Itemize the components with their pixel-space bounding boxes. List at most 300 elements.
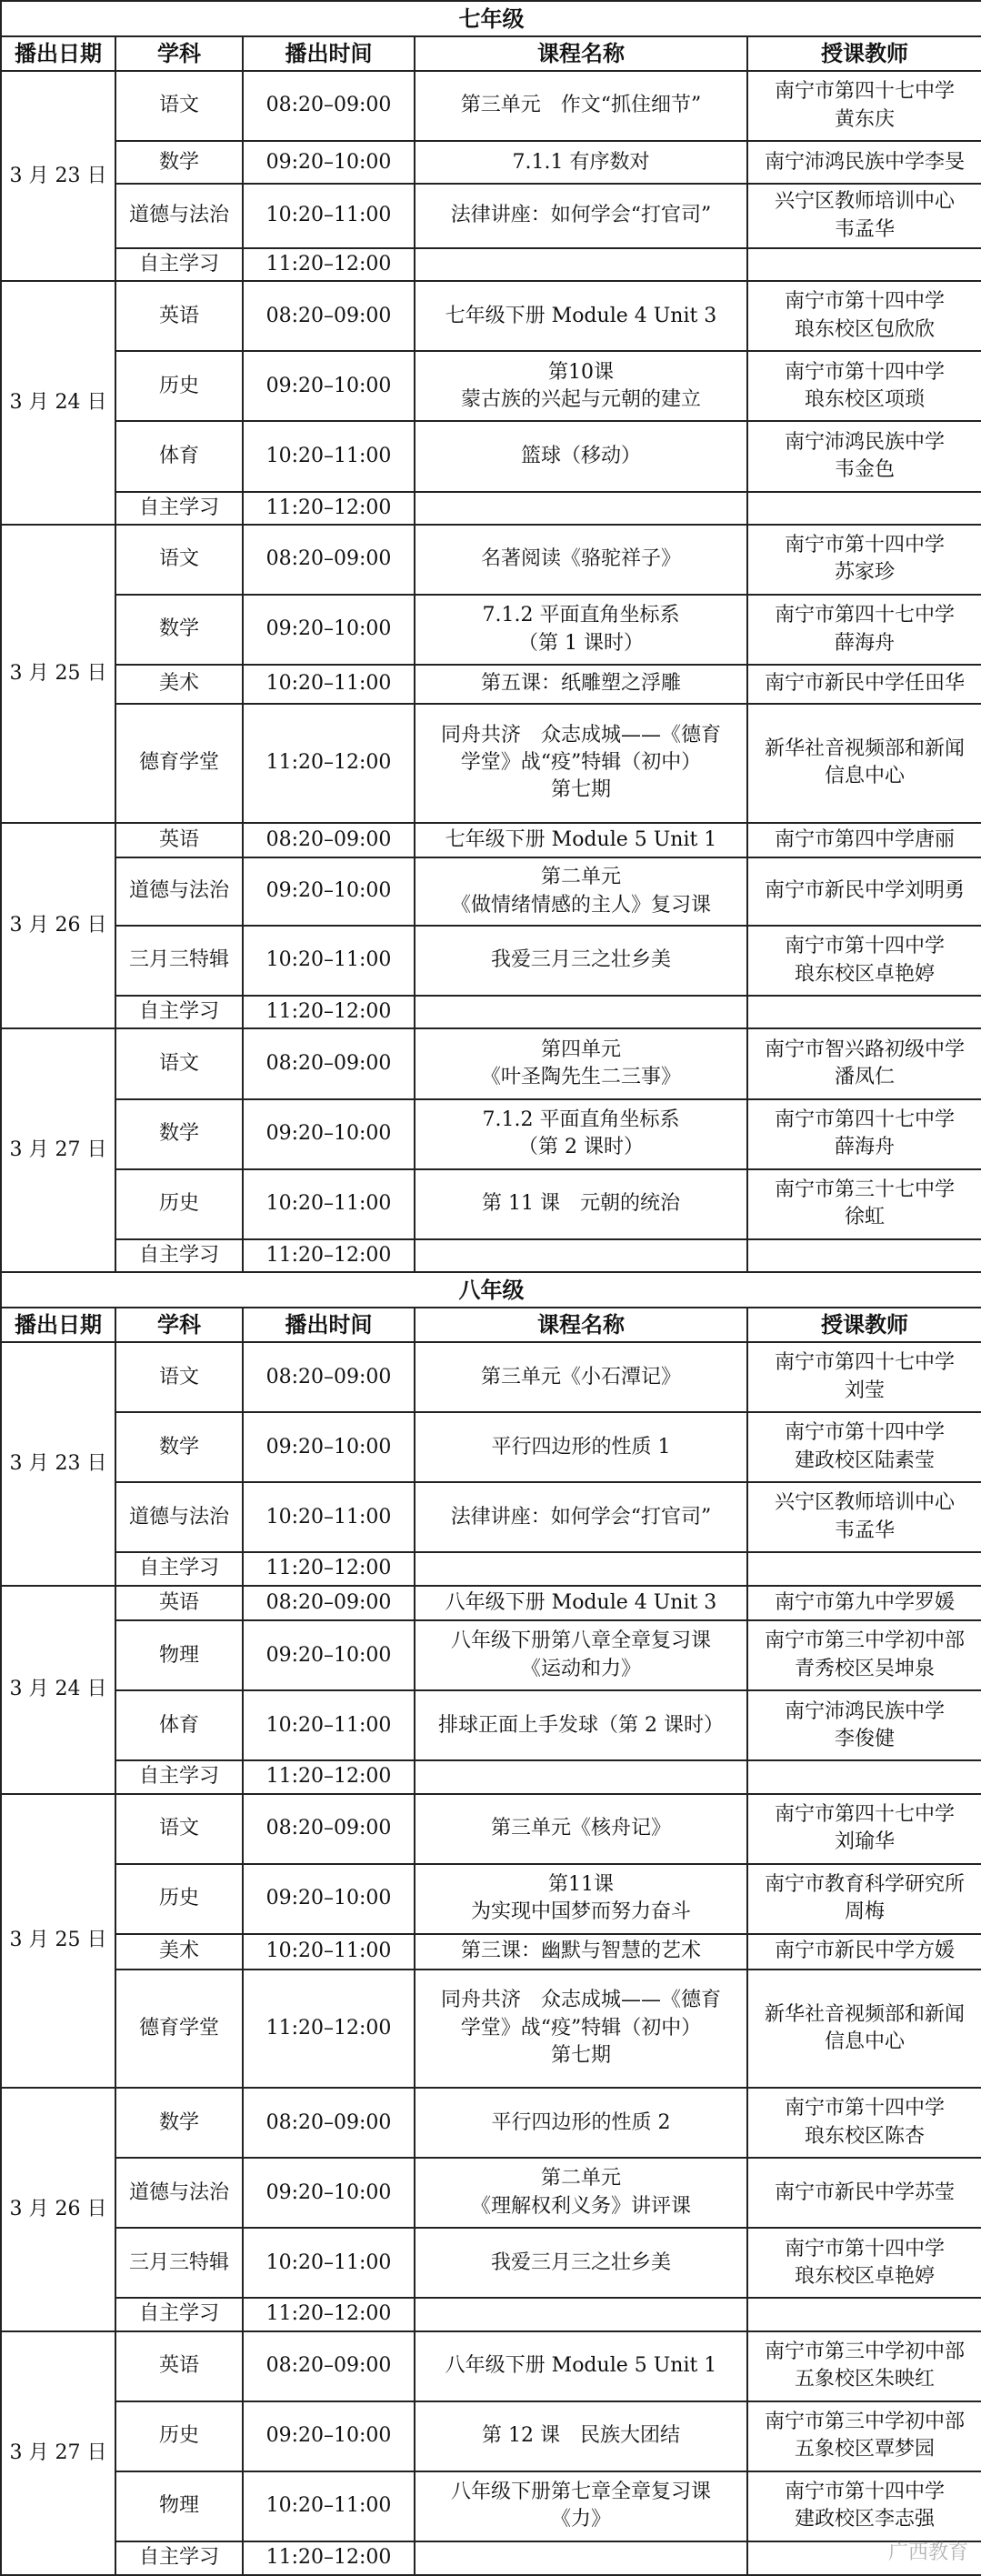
teacher-cell — [747, 1864, 981, 1934]
course-cell — [415, 351, 747, 421]
course-cell-line: 《力》 — [550, 2508, 611, 2531]
course-cell — [415, 1586, 747, 1621]
teacher-cell — [747, 857, 981, 926]
date-cell: 3 月 27 日 — [1, 2331, 115, 2575]
course-cell — [415, 823, 747, 858]
subject-cell: 英语 — [115, 281, 243, 351]
subject-cell: 自主学习 — [115, 1760, 243, 1793]
teacher-cell-line: 韦孟华 — [835, 217, 896, 241]
date-cell: 3 月 25 日 — [1, 525, 115, 823]
course-cell — [415, 2158, 747, 2228]
time-cell: 11:20–12:00 — [243, 248, 415, 281]
subject-cell: 英语 — [115, 2331, 243, 2401]
time-cell: 09:20–10:00 — [243, 141, 415, 184]
teacher-cell-line: 薛海舟 — [835, 1136, 896, 1159]
subject-cell: 德育学堂 — [115, 704, 243, 823]
subject-cell: 自主学习 — [115, 996, 243, 1028]
teacher-cell-line: 南宁市第三中学初中部 — [765, 2340, 966, 2363]
time-cell: 08:20–09:00 — [243, 71, 415, 141]
table-row — [1, 2158, 981, 2228]
course-cell-line: 平行四边形的性质 2 — [491, 2110, 671, 2134]
time-cell: 09:20–10:00 — [243, 1864, 415, 1934]
subject-cell: 德育学堂 — [115, 1970, 243, 2089]
column-header: 播出日期 — [1, 36, 115, 72]
teacher-cell — [747, 1552, 981, 1585]
teacher-cell — [747, 2298, 981, 2330]
course-cell — [415, 184, 747, 248]
teacher-cell — [747, 1169, 981, 1239]
time-cell: 08:20–09:00 — [243, 2331, 415, 2401]
teacher-cell — [747, 2331, 981, 2401]
time-cell: 08:20–09:00 — [243, 1586, 415, 1621]
table-row — [1, 2471, 981, 2541]
subject-cell: 自主学习 — [115, 492, 243, 525]
teacher-cell-line: 青秀校区吴坤泉 — [795, 1657, 936, 1680]
course-cell-line: 《理解权利义务》讲评课 — [470, 2194, 691, 2218]
teacher-cell-line: 南宁市第四十七中学 — [775, 80, 956, 104]
teacher-cell-line: 琅东校区包欣欣 — [795, 317, 936, 341]
table-row — [1, 2298, 981, 2330]
table-row — [1, 1482, 981, 1552]
teacher-cell-line: 薛海舟 — [835, 631, 896, 655]
course-cell-line: 我爱三月三之壮乡美 — [490, 2250, 671, 2274]
teacher-cell-line: 琅东校区卓艳婷 — [795, 2264, 936, 2288]
column-header: 课程名称 — [415, 1308, 747, 1343]
subject-cell: 自主学习 — [115, 1552, 243, 1585]
time-cell: 09:20–10:00 — [243, 1620, 415, 1690]
column-header: 课程名称 — [415, 36, 747, 72]
table-row — [1, 2088, 981, 2158]
course-cell — [415, 1690, 747, 1760]
teacher-cell-line: 兴宁区教师培训中心 — [775, 190, 956, 214]
teacher-cell — [747, 1760, 981, 1793]
course-cell-line: 第三单元《核舟记》 — [490, 1817, 671, 1840]
table-row — [1, 141, 981, 184]
teacher-cell — [747, 1970, 981, 2089]
teacher-cell — [747, 141, 981, 184]
table-row — [1, 857, 981, 926]
table-row — [1, 248, 981, 281]
time-cell: 08:20–09:00 — [243, 823, 415, 858]
teacher-cell-line: 南宁市第四中学唐丽 — [775, 827, 956, 851]
table-row — [1, 71, 981, 141]
teacher-cell — [747, 1239, 981, 1272]
table-row — [1, 1760, 981, 1793]
teacher-cell-line: 南宁沛鸿民族中学李旻 — [765, 150, 966, 174]
teacher-cell — [747, 2088, 981, 2158]
teacher-cell-line: 南宁市第四十七中学 — [775, 604, 956, 627]
teacher-cell — [747, 1794, 981, 1864]
teacher-cell — [747, 1620, 981, 1690]
column-header: 学科 — [115, 36, 243, 72]
course-cell-line: 第二单元 — [540, 2167, 621, 2190]
course-cell-line: 第三单元《小石潭记》 — [480, 1365, 681, 1388]
time-cell: 10:20–11:00 — [243, 184, 415, 248]
course-cell-line: 7.1.1 有序数对 — [512, 150, 650, 174]
teacher-cell — [747, 492, 981, 525]
course-cell — [415, 1412, 747, 1482]
table-row — [1, 665, 981, 704]
time-cell: 09:20–10:00 — [243, 857, 415, 926]
table-row — [1, 1794, 981, 1864]
course-cell — [415, 2298, 747, 2330]
course-cell-line: 第四单元 — [540, 1037, 621, 1061]
course-cell — [415, 1794, 747, 1864]
date-cell: 3 月 26 日 — [1, 2088, 115, 2331]
subject-cell: 数学 — [115, 1412, 243, 1482]
time-cell: 11:20–12:00 — [243, 1970, 415, 2089]
course-cell-line: 第七期 — [550, 778, 611, 802]
subject-cell: 数学 — [115, 1099, 243, 1169]
teacher-cell-line: 五象校区朱映红 — [795, 2368, 936, 2391]
teacher-cell-line: 刘瑜华 — [835, 1830, 896, 1854]
column-header: 授课教师 — [747, 36, 981, 72]
subject-cell: 三月三特辑 — [115, 926, 243, 996]
teacher-cell-line: 信息中心 — [825, 765, 906, 788]
teacher-cell — [747, 1934, 981, 1970]
course-cell — [415, 141, 747, 184]
date-cell: 3 月 25 日 — [1, 1794, 115, 2088]
teacher-cell-line: 韦金色 — [835, 457, 896, 481]
time-cell: 09:20–10:00 — [243, 351, 415, 421]
course-cell — [415, 525, 747, 595]
course-cell-line: （第 2 课时） — [518, 1136, 644, 1159]
teacher-cell-line: 李俊健 — [835, 1727, 896, 1750]
course-cell — [415, 926, 747, 996]
teacher-cell-line: 黄东庆 — [835, 107, 896, 131]
teacher-cell — [747, 1412, 981, 1482]
time-cell: 08:20–09:00 — [243, 525, 415, 595]
subject-cell: 三月三特辑 — [115, 2228, 243, 2298]
time-cell: 09:20–10:00 — [243, 595, 415, 665]
course-cell — [415, 1760, 747, 1793]
course-cell-line: 第五课：纸雕塑之浮雕 — [480, 672, 681, 696]
course-cell-line: 《做情绪情感的主人》复习课 — [450, 893, 711, 917]
time-cell: 11:20–12:00 — [243, 704, 415, 823]
table-row — [1, 492, 981, 525]
teacher-cell-line: 南宁市第十四中学 — [785, 534, 946, 557]
table-row — [1, 2541, 981, 2575]
course-cell — [415, 2471, 747, 2541]
teacher-cell — [747, 1690, 981, 1760]
teacher-cell — [747, 2158, 981, 2228]
teacher-cell — [747, 71, 981, 141]
teacher-cell-line: 琅东校区项琐 — [805, 387, 926, 411]
course-cell — [415, 996, 747, 1028]
teacher-cell-line: 南宁市第十四中学 — [785, 2097, 946, 2120]
course-cell-line: 排球正面上手发球（第 2 课时） — [438, 1713, 724, 1737]
time-cell: 11:20–12:00 — [243, 2541, 415, 2575]
table-row — [1, 1586, 981, 1621]
teacher-cell-line: 建政校区李志强 — [795, 2508, 936, 2531]
grade-title: 七年级 — [1, 1, 981, 36]
course-cell-line: 第 12 课 民族大团结 — [482, 2424, 680, 2448]
subject-cell: 美术 — [115, 665, 243, 704]
subject-cell: 语文 — [115, 71, 243, 141]
course-cell-line: 八年级下册 Module 5 Unit 1 — [445, 2354, 717, 2378]
teacher-cell-line: 南宁市智兴路初级中学 — [765, 1037, 966, 1061]
course-cell-line: 7.1.2 平面直角坐标系 — [482, 1108, 680, 1131]
time-cell: 08:20–09:00 — [243, 2088, 415, 2158]
date-cell: 3 月 24 日 — [1, 281, 115, 525]
course-cell-line: 《叶圣陶先生二三事》 — [480, 1066, 681, 1088]
subject-cell: 体育 — [115, 1690, 243, 1760]
time-cell: 10:20–11:00 — [243, 1482, 415, 1552]
course-cell — [415, 857, 747, 926]
time-cell: 11:20–12:00 — [243, 1552, 415, 1585]
header-row — [1, 36, 981, 72]
course-cell — [415, 2331, 747, 2401]
teacher-cell-line: 南宁市新民中学方媛 — [775, 1940, 956, 1963]
subject-cell: 美术 — [115, 1934, 243, 1970]
subject-cell: 历史 — [115, 2401, 243, 2471]
table-row — [1, 1028, 981, 1098]
time-cell: 11:20–12:00 — [243, 2298, 415, 2330]
course-cell-line: 法律讲座：如何学会“打官司” — [450, 204, 712, 227]
course-cell — [415, 1620, 747, 1690]
course-cell-line: 蒙古族的兴起与元朝的建立 — [460, 387, 701, 411]
subject-cell: 历史 — [115, 351, 243, 421]
teacher-cell-line: 南宁市第十四中学 — [785, 290, 946, 314]
table-row — [1, 1690, 981, 1760]
teacher-cell — [747, 595, 981, 665]
teacher-cell-line: 南宁市第四十七中学 — [775, 1351, 956, 1375]
course-cell-line: 第三课：幽默与智慧的艺术 — [460, 1940, 701, 1963]
teacher-cell — [747, 184, 981, 248]
table-row — [1, 1169, 981, 1239]
teacher-cell-line: 五象校区覃梦园 — [795, 2438, 936, 2461]
time-cell: 10:20–11:00 — [243, 926, 415, 996]
subject-cell: 英语 — [115, 823, 243, 858]
teacher-cell-line: 南宁沛鸿民族中学 — [785, 1699, 946, 1723]
teacher-cell — [747, 926, 981, 996]
course-cell-line: 八年级下册第七章全章复习课 — [450, 2481, 711, 2504]
subject-cell: 语文 — [115, 525, 243, 595]
teacher-cell — [747, 2401, 981, 2471]
course-cell — [415, 2541, 747, 2575]
subject-cell: 数学 — [115, 2088, 243, 2158]
column-header: 播出日期 — [1, 1308, 115, 1343]
column-header: 播出时间 — [243, 1308, 415, 1343]
table-row — [1, 704, 981, 823]
time-cell: 08:20–09:00 — [243, 1342, 415, 1412]
time-cell: 09:20–10:00 — [243, 1099, 415, 1169]
table-row — [1, 2331, 981, 2401]
teacher-cell — [747, 704, 981, 823]
teacher-cell — [747, 351, 981, 421]
teacher-cell-line: 南宁市第三中学初中部 — [765, 1629, 966, 1653]
course-cell-line: 八年级下册第八章全章复习课 — [450, 1629, 711, 1653]
subject-cell: 语文 — [115, 1028, 243, 1098]
course-cell — [415, 1169, 747, 1239]
date-cell: 3 月 23 日 — [1, 71, 115, 281]
course-cell — [415, 1864, 747, 1934]
teacher-cell-line: 南宁市第十四中学 — [785, 2237, 946, 2260]
course-cell — [415, 281, 747, 351]
time-cell: 09:20–10:00 — [243, 2158, 415, 2228]
course-cell-line: 学堂》战“疫”特辑（初中） — [460, 2016, 702, 2040]
grade-title-row — [1, 1272, 981, 1308]
teacher-cell-line: 兴宁区教师培训中心 — [775, 1491, 956, 1515]
teacher-cell-line: 南宁市新民中学刘明勇 — [765, 879, 966, 903]
course-cell — [415, 1482, 747, 1552]
date-cell: 3 月 27 日 — [1, 1028, 115, 1272]
table-row — [1, 1552, 981, 1585]
grade-title: 八年级 — [1, 1272, 981, 1308]
teacher-cell-line: 南宁市第十四中学 — [785, 935, 946, 958]
course-cell — [415, 595, 747, 665]
time-cell: 11:20–12:00 — [243, 492, 415, 525]
table-row — [1, 2228, 981, 2298]
table-row — [1, 1342, 981, 1412]
course-cell — [415, 71, 747, 141]
table-row — [1, 1934, 981, 1970]
table-row — [1, 2401, 981, 2471]
table-row — [1, 926, 981, 996]
teacher-cell — [747, 996, 981, 1028]
time-cell: 11:20–12:00 — [243, 1760, 415, 1793]
teacher-cell — [747, 248, 981, 281]
teacher-cell — [747, 2228, 981, 2298]
table-row — [1, 823, 981, 858]
subject-cell: 物理 — [115, 1620, 243, 1690]
teacher-cell — [747, 1586, 981, 1621]
teacher-cell-line: 南宁市第十四中学 — [785, 1421, 946, 1445]
time-cell: 08:20–09:00 — [243, 1794, 415, 1864]
teacher-cell — [747, 1028, 981, 1098]
teacher-cell-line: 建政校区陆素莹 — [795, 1448, 936, 1472]
subject-cell: 英语 — [115, 1586, 243, 1621]
table-row — [1, 281, 981, 351]
table-row — [1, 421, 981, 491]
teacher-cell-line: 琅东校区卓艳婷 — [795, 962, 936, 986]
course-cell-line: 《运动和力》 — [520, 1657, 641, 1680]
course-cell-line: 七年级下册 Module 5 Unit 1 — [445, 827, 717, 851]
time-cell: 09:20–10:00 — [243, 2401, 415, 2471]
teacher-cell — [747, 281, 981, 351]
teacher-cell — [747, 421, 981, 491]
teacher-cell-line: 潘凤仁 — [835, 1066, 896, 1088]
watermark-logo: 广西教育 — [887, 2541, 968, 2564]
course-cell-line: 八年级下册 Module 4 Unit 3 — [445, 1590, 717, 1614]
course-cell — [415, 1342, 747, 1412]
course-cell-line: 同舟共济 众志成城——《德育 — [440, 1989, 721, 2012]
subject-cell: 体育 — [115, 421, 243, 491]
teacher-cell-line: 南宁市第四十七中学 — [775, 1803, 956, 1827]
table-row — [1, 184, 981, 248]
time-cell: 08:20–09:00 — [243, 281, 415, 351]
column-header: 学科 — [115, 1308, 243, 1343]
teacher-cell — [747, 665, 981, 704]
course-cell — [415, 492, 747, 525]
subject-cell: 自主学习 — [115, 2298, 243, 2330]
subject-cell: 自主学习 — [115, 1239, 243, 1272]
course-cell-line: 学堂》战“疫”特辑（初中） — [460, 751, 702, 775]
subject-cell: 数学 — [115, 595, 243, 665]
course-cell — [415, 248, 747, 281]
time-cell: 08:20–09:00 — [243, 1028, 415, 1098]
teacher-cell — [747, 1342, 981, 1412]
course-cell — [415, 2401, 747, 2471]
course-cell-line: 第二单元 — [540, 866, 621, 889]
course-cell — [415, 1970, 747, 2089]
course-cell-line: 第七期 — [550, 2044, 611, 2068]
table-row — [1, 996, 981, 1028]
time-cell: 10:20–11:00 — [243, 1169, 415, 1239]
teacher-cell-line: 徐虹 — [845, 1206, 886, 1229]
course-cell-line: 法律讲座：如何学会“打官司” — [450, 1505, 712, 1529]
table-row — [1, 1239, 981, 1272]
time-cell: 10:20–11:00 — [243, 1690, 415, 1760]
course-cell-line: 第11课 — [548, 1873, 614, 1897]
time-cell: 10:20–11:00 — [243, 665, 415, 704]
column-header: 授课教师 — [747, 1308, 981, 1343]
teacher-cell-line: 韦孟华 — [835, 1519, 896, 1542]
course-cell-line: 我爱三月三之壮乡美 — [490, 948, 671, 972]
course-cell — [415, 421, 747, 491]
subject-cell: 语文 — [115, 1342, 243, 1412]
course-cell-line: 篮球（移动） — [520, 444, 641, 467]
subject-cell: 自主学习 — [115, 248, 243, 281]
subject-cell: 自主学习 — [115, 2541, 243, 2575]
course-cell-line: 为实现中国梦而努力奋斗 — [470, 1900, 691, 1924]
time-cell: 09:20–10:00 — [243, 1412, 415, 1482]
header-row — [1, 1308, 981, 1343]
table-row — [1, 1864, 981, 1934]
table-row — [1, 1970, 981, 2089]
course-cell — [415, 2088, 747, 2158]
course-cell-line: 第三单元 作文“抓住细节” — [460, 94, 702, 117]
schedule-body — [1, 1, 981, 2575]
course-cell — [415, 665, 747, 704]
table-row — [1, 525, 981, 595]
time-cell: 10:20–11:00 — [243, 421, 415, 491]
teacher-cell-line: 南宁市第三十七中学 — [775, 1178, 956, 1201]
subject-cell: 道德与法治 — [115, 2158, 243, 2228]
table-row — [1, 351, 981, 421]
table-row — [1, 1412, 981, 1482]
course-cell — [415, 704, 747, 823]
course-cell — [415, 1028, 747, 1098]
grade-title-row — [1, 1, 981, 36]
course-cell-line: 第10课 — [548, 360, 614, 384]
teacher-cell — [747, 823, 981, 858]
course-cell — [415, 2228, 747, 2298]
table-row — [1, 1620, 981, 1690]
subject-cell: 语文 — [115, 1794, 243, 1864]
teacher-cell-line: 南宁市第四十七中学 — [775, 1108, 956, 1131]
course-cell-line: （第 1 课时） — [518, 631, 644, 655]
course-cell — [415, 1934, 747, 1970]
date-cell: 3 月 26 日 — [1, 823, 115, 1029]
teacher-cell-line: 南宁市新民中学任田华 — [765, 672, 966, 696]
date-cell: 3 月 23 日 — [1, 1342, 115, 1586]
teacher-cell-line: 苏家珍 — [835, 561, 896, 585]
teacher-cell-line: 南宁市新民中学苏莹 — [775, 2180, 956, 2204]
course-cell-line: 第 11 课 元朝的统治 — [482, 1191, 680, 1215]
subject-cell: 道德与法治 — [115, 184, 243, 248]
time-cell: 10:20–11:00 — [243, 2228, 415, 2298]
date-cell: 3 月 24 日 — [1, 1586, 115, 1794]
teacher-cell-line: 刘莹 — [845, 1378, 886, 1402]
time-cell: 11:20–12:00 — [243, 1239, 415, 1272]
time-cell: 10:20–11:00 — [243, 1934, 415, 1970]
time-cell: 11:20–12:00 — [243, 996, 415, 1028]
teacher-cell — [747, 2541, 981, 2575]
subject-cell: 历史 — [115, 1169, 243, 1239]
teacher-cell-line: 南宁市第三中学初中部 — [765, 2411, 966, 2434]
teacher-cell-line: 南宁沛鸿民族中学 — [785, 430, 946, 454]
